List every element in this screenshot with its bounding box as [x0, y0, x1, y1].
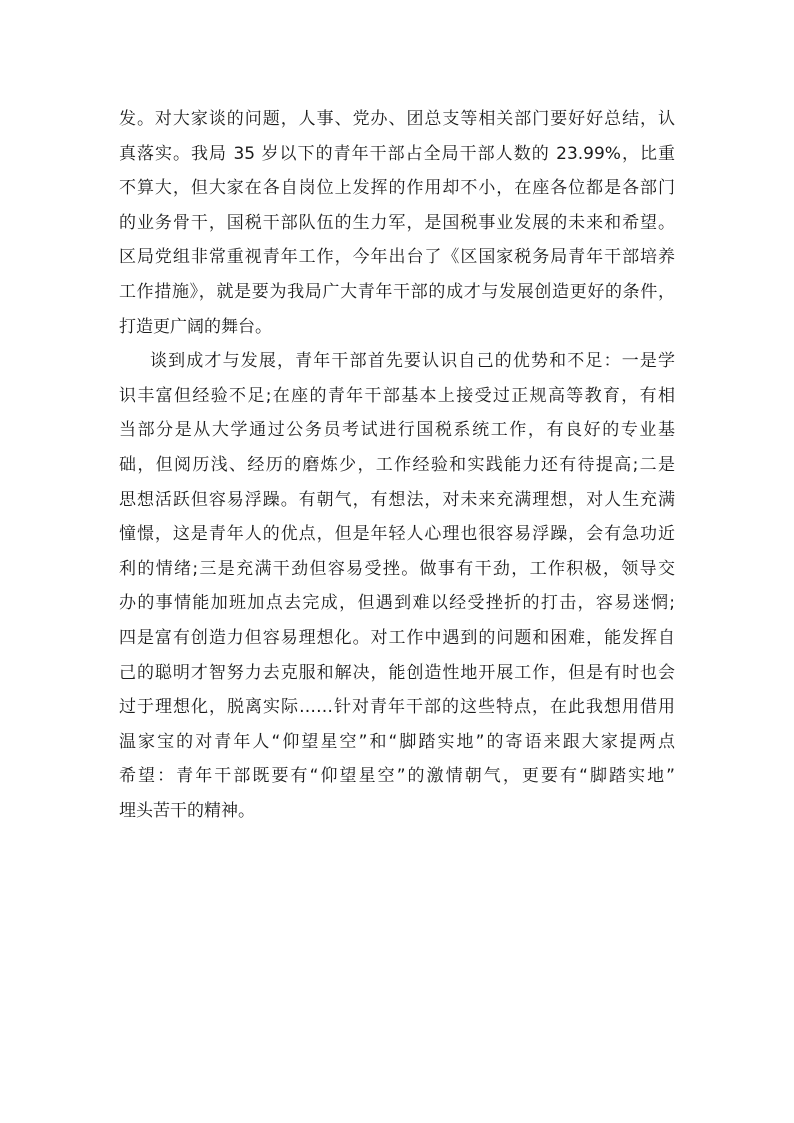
text-line: 不算大，但大家在各自岗位上发挥的作用却不小，在座各位都是各部门	[119, 178, 675, 199]
text-line: 办的事情能加班加点去完成，但遇到难以经受挫折的打击，容易迷惘;	[119, 593, 675, 614]
text-line: 憧憬，这是青年人的优点，但是年轻人心理也很容易浮躁，会有急功近	[119, 524, 675, 545]
text-line: 础，但阅历浅、经历的磨炼少，工作经验和实践能力还有待提高;二是	[119, 454, 675, 475]
paragraph-1	[119, 102, 675, 344]
text-line: 思想活跃但容易浮躁。有朝气，有想法，对未来充满理想，对人生充满	[119, 489, 675, 510]
text-line: 识丰富但经验不足;在座的青年干部基本上接受过正规高等教育，有相	[119, 385, 675, 406]
text-line: 四是富有创造力但容易理想化。对工作中遇到的问题和困难，能发挥自	[119, 627, 675, 648]
text-line: 区局党组非常重视青年工作，今年出台了《区国家税务局青年干部培养	[119, 247, 675, 268]
text-line: 发。对大家谈的问题，人事、党办、团总支等相关部门要好好总结，认	[119, 109, 675, 129]
paragraph-2	[119, 344, 675, 828]
text-line: 希望：青年干部既要有“仰望星空”的激情朝气，更要有“脚踏实地”	[119, 766, 675, 787]
text-line: 真落实。我局 35 岁以下的青年干部占全局干部人数的 23.99%，比重	[119, 143, 675, 164]
text-line: 打造更广阔的舞台。	[119, 316, 272, 337]
text-line: 当部分是从大学通过公务员考试进行国税系统工作，有良好的专业基	[119, 420, 675, 441]
text-line: 工作措施》，就是要为我局广大青年干部的成才与发展创造更好的条件，	[119, 281, 675, 302]
text-line: 温家宝的对青年人“仰望星空”和“脚踏实地”的寄语来跟大家提两点	[119, 731, 675, 752]
text-line: 己的聪明才智努力去克服和解决，能创造性地开展工作，但是有时也会	[119, 662, 675, 683]
body-text	[119, 102, 675, 828]
text-line: 谈到成才与发展，青年干部首先要认识自己的优势和不足：一是学	[150, 351, 675, 372]
text-line: 利的情绪;三是充满干劲但容易受挫。做事有干劲，工作积极，领导交	[119, 558, 675, 579]
text-line: 埋头苦干的精神。	[119, 800, 255, 821]
text-line: 过于理想化，脱离实际……针对青年干部的这些特点，在此我想用借用	[119, 697, 675, 718]
text-line: 的业务骨干，国税干部队伍的生力军，是国税事业发展的未来和希望。	[119, 212, 675, 233]
